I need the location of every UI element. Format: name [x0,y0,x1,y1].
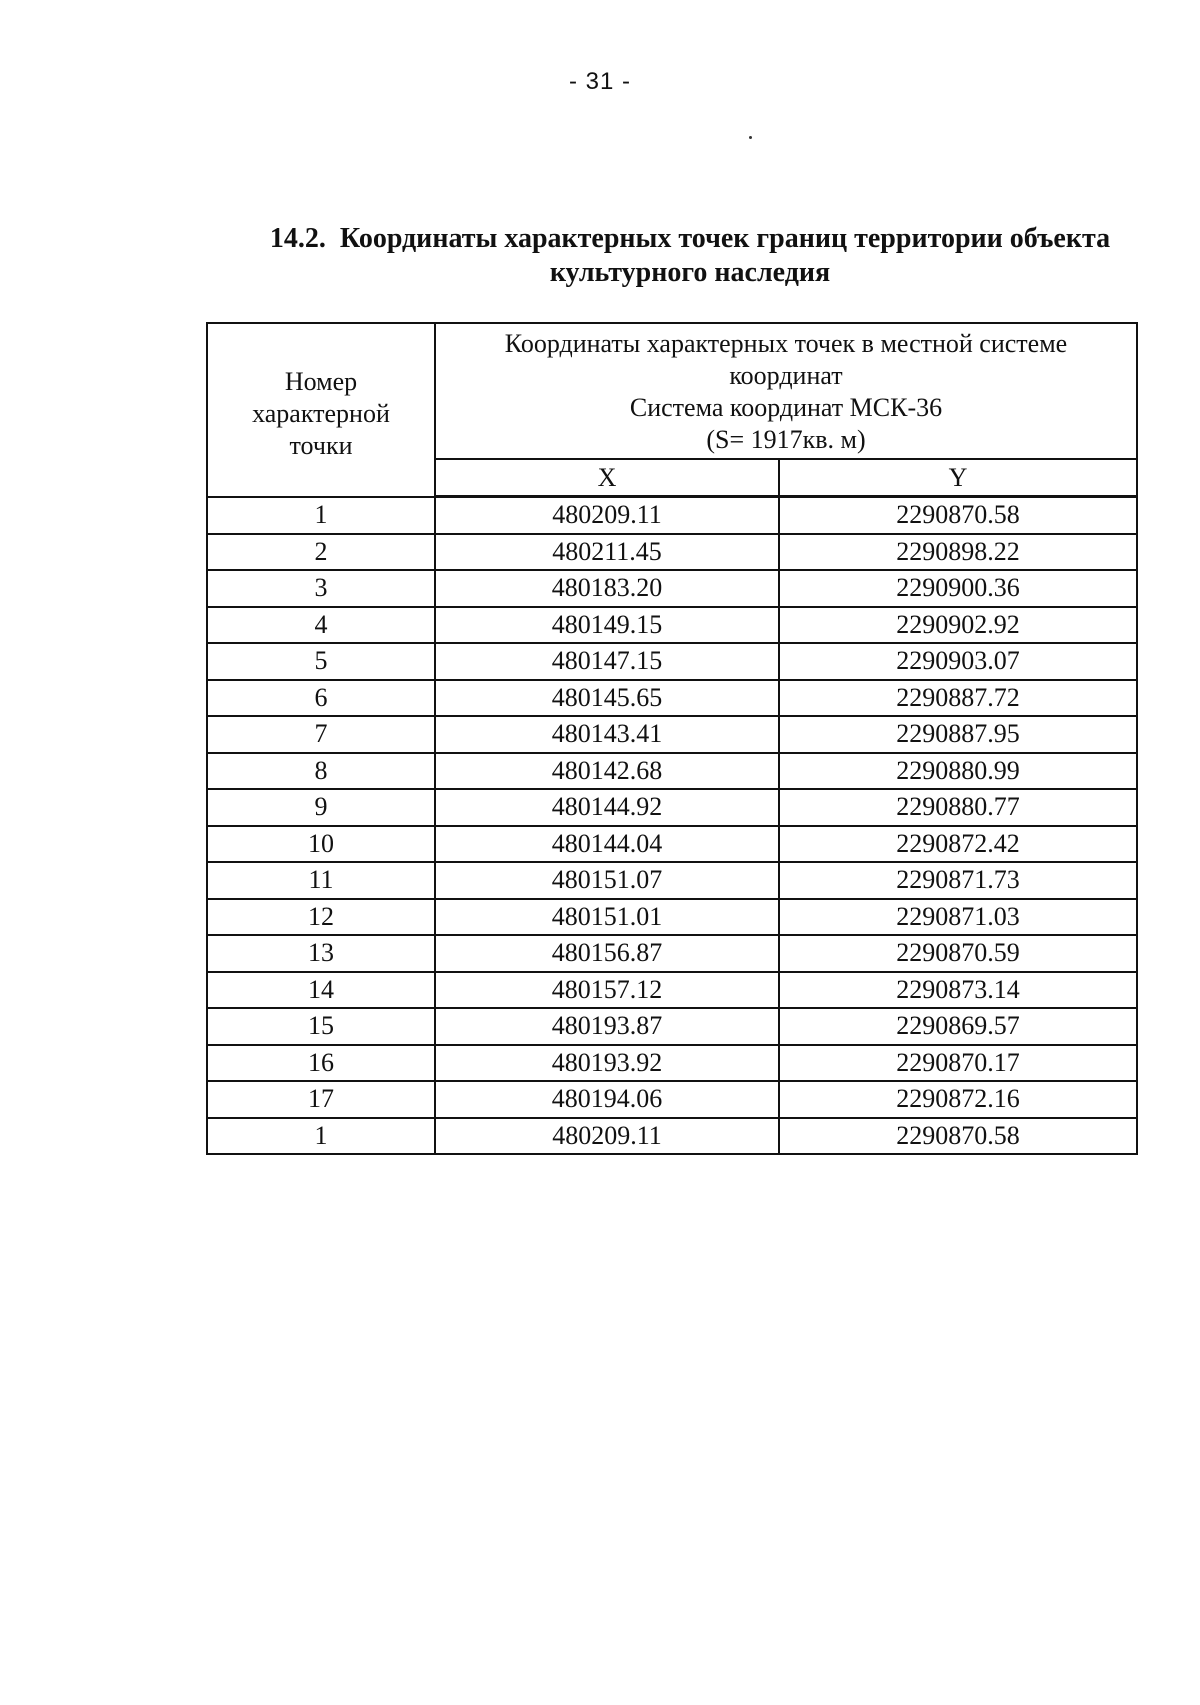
y-coordinate-cell: 2290870.58 [779,1118,1137,1155]
x-coordinate-cell: 480156.87 [435,935,779,972]
table-body [207,497,1137,1155]
point-number-cell: 8 [207,753,435,790]
x-coordinate-cell: 480144.92 [435,789,779,826]
table-row [207,826,1137,863]
table-row [207,753,1137,790]
y-coordinate-cell: 2290873.14 [779,972,1137,1009]
y-coordinate-cell: 2290870.59 [779,935,1137,972]
x-coordinate-cell: 480183.20 [435,570,779,607]
x-coordinate-cell: 480209.11 [435,1118,779,1155]
table-row [207,972,1137,1009]
y-coordinate-cell: 2290870.58 [779,497,1137,534]
y-coordinate-cell: 2290871.73 [779,862,1137,899]
coords-header-line: Система координат МСК-36 [629,393,943,422]
coordinates-header [435,323,1137,459]
coords-header-line: (S= 1917кв. м) [706,425,866,454]
point-number-cell: 4 [207,607,435,644]
point-number-cell: 16 [207,1045,435,1082]
x-coordinate-cell: 480209.11 [435,497,779,534]
table-row [207,899,1137,936]
table-row [207,1081,1137,1118]
point-header-line: Номер [284,366,358,396]
table-row [207,1118,1137,1155]
x-coordinate-cell: 480145.65 [435,680,779,717]
y-coordinate-cell: 2290870.17 [779,1045,1137,1082]
section-title-text: Координаты характерных точек границ территории объекта [339,223,1111,254]
header-row [207,323,1137,459]
section-title-line-2: культурного наследия [549,257,831,288]
point-header-line: точки [289,430,353,460]
point-number-cell: 6 [207,680,435,717]
x-coordinate-cell: 480193.92 [435,1045,779,1082]
point-number-cell: 5 [207,643,435,680]
x-coordinate-cell: 480194.06 [435,1081,779,1118]
point-number-header [207,323,435,497]
table-row [207,1008,1137,1045]
table-row [207,570,1137,607]
point-number-cell: 12 [207,899,435,936]
x-coordinate-cell: 480149.15 [435,607,779,644]
table-row [207,716,1137,753]
table-row [207,607,1137,644]
table-row [207,935,1137,972]
x-coordinate-cell: 480143.41 [435,716,779,753]
table-row [207,534,1137,571]
table-header [207,323,1137,497]
section-title [250,222,1130,290]
section-title-line-1 [250,222,1130,256]
x-coordinate-cell: 480211.45 [435,534,779,571]
point-number-cell: 9 [207,789,435,826]
y-coordinate-cell: 2290900.36 [779,570,1137,607]
y-coordinate-cell: 2290880.99 [779,753,1137,790]
x-coordinate-cell: 480151.07 [435,862,779,899]
y-coordinate-cell: 2290903.07 [779,643,1137,680]
x-coordinate-cell: 480157.12 [435,972,779,1009]
section-number: 14.2. [269,223,326,254]
point-number-cell: 2 [207,534,435,571]
page-number: - 31 - [568,68,631,95]
point-header-line: характерной [252,398,390,428]
point-number-cell: 3 [207,570,435,607]
point-number-cell: 10 [207,826,435,863]
y-column-header: Y [779,459,1137,497]
y-coordinate-cell: 2290880.77 [779,789,1137,826]
table-row [207,862,1137,899]
x-coordinate-cell: 480144.04 [435,826,779,863]
x-coordinate-cell: 480193.87 [435,1008,779,1045]
y-coordinate-cell: 2290898.22 [779,534,1137,571]
y-coordinate-cell: 2290902.92 [779,607,1137,644]
table-row [207,680,1137,717]
y-coordinate-cell: 2290872.42 [779,826,1137,863]
x-coordinate-cell: 480151.01 [435,899,779,936]
x-coordinate-cell: 480147.15 [435,643,779,680]
coordinates-table [206,322,1138,1155]
point-number-cell: 17 [207,1081,435,1118]
table-row [207,643,1137,680]
table-row [207,789,1137,826]
x-column-header: X [435,459,779,497]
y-coordinate-cell: 2290887.95 [779,716,1137,753]
point-number-cell: 7 [207,716,435,753]
table-row [207,1045,1137,1082]
coords-header-line: координат [729,361,843,390]
point-number-cell: 14 [207,972,435,1009]
point-number-cell: 1 [207,1118,435,1155]
point-number-cell: 1 [207,497,435,534]
scan-speck [749,136,752,139]
y-coordinate-cell: 2290871.03 [779,899,1137,936]
point-number-cell: 11 [207,862,435,899]
point-number-cell: 13 [207,935,435,972]
y-coordinate-cell: 2290869.57 [779,1008,1137,1045]
table-row [207,497,1137,534]
y-coordinate-cell: 2290872.16 [779,1081,1137,1118]
coords-header-line: Координаты характерных точек в местной системе [504,329,1068,358]
y-coordinate-cell: 2290887.72 [779,680,1137,717]
x-coordinate-cell: 480142.68 [435,753,779,790]
point-number-cell: 15 [207,1008,435,1045]
